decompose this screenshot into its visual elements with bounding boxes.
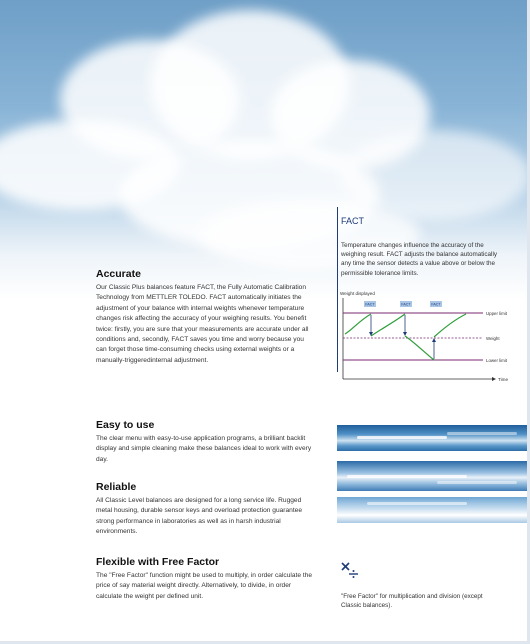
reliable-title: Reliable <box>96 481 137 493</box>
fact-diagram <box>338 286 518 386</box>
accurate-title: Accurate <box>96 268 141 280</box>
fact-description: Temperature changes influence the accuracy of the weighing result. FACT adjusts the balance automatically any time the sensor detects a value above or below the permissible tolerance limits. <box>341 242 497 277</box>
weight-label: Weight <box>486 336 500 341</box>
sky-strip-1 <box>337 425 527 451</box>
weight-curve-2 <box>371 314 405 336</box>
fact-title: FACT <box>341 216 365 226</box>
flexible-body: The "Free Factor" function might be used to multiply, in order calculate the price of say material weight directly. Alternatively, to divide, in order calculate the weight per defined unit. <box>96 572 313 600</box>
lower-limit-label: Lower limit <box>486 358 507 363</box>
accurate-body: Our Classic Plus balances feature FACT, the Fully Automatic Calibration Technology from METTLER TOLEDO. FACT automatically initiates the adjustment of your balance with internal weights whenever temperature changes risk affecting the accuracy of your weighing results. You benefit twice: firstly, you are sure that your measurements are accurate under all conditions and, secondly, FACT saves you time and worry because you can forget those time-consuming checks using external weights or a manually-triggeredinternal adjustment. <box>96 284 309 364</box>
fact-marker-1-label: FACT <box>365 302 375 307</box>
sky-strip-2 <box>337 461 527 491</box>
reliable-body: All Classic Level balances are designed for a long service life. Rugged metal housing, durable sensor keys and overload protection guarantee strong performance in laboratories as well as in harsh industrial environments. <box>96 497 303 536</box>
easy-title: Easy to use <box>96 419 155 431</box>
multiply-divide-icon <box>340 560 360 580</box>
weight-curve-4 <box>434 314 466 337</box>
arrow-down-icon-2 <box>403 332 407 336</box>
fact-marker-2-label: FACT <box>401 302 411 307</box>
x-axis-arrow-icon <box>492 377 496 381</box>
weight-curve-3 <box>405 336 434 360</box>
y-axis-label: Weight displayed <box>340 291 375 296</box>
easy-body: The clear menu with easy-to-use application programs, a brilliant backlit display and simple cleaning make these balances ideal to work with every day. <box>96 435 312 463</box>
fact-marker-3-label: FACT <box>431 302 441 307</box>
arrow-up-icon-3 <box>432 338 436 342</box>
free-factor-note: "Free Factor" for multiplication and division (except Classic balances). <box>341 593 483 609</box>
weight-curve-1 <box>345 314 371 334</box>
flexible-title: Flexible with Free Factor <box>96 556 220 568</box>
x-axis-label: Time <box>498 377 509 382</box>
sky-strip-3 <box>337 497 527 523</box>
upper-limit-label: Upper limit <box>486 311 507 316</box>
